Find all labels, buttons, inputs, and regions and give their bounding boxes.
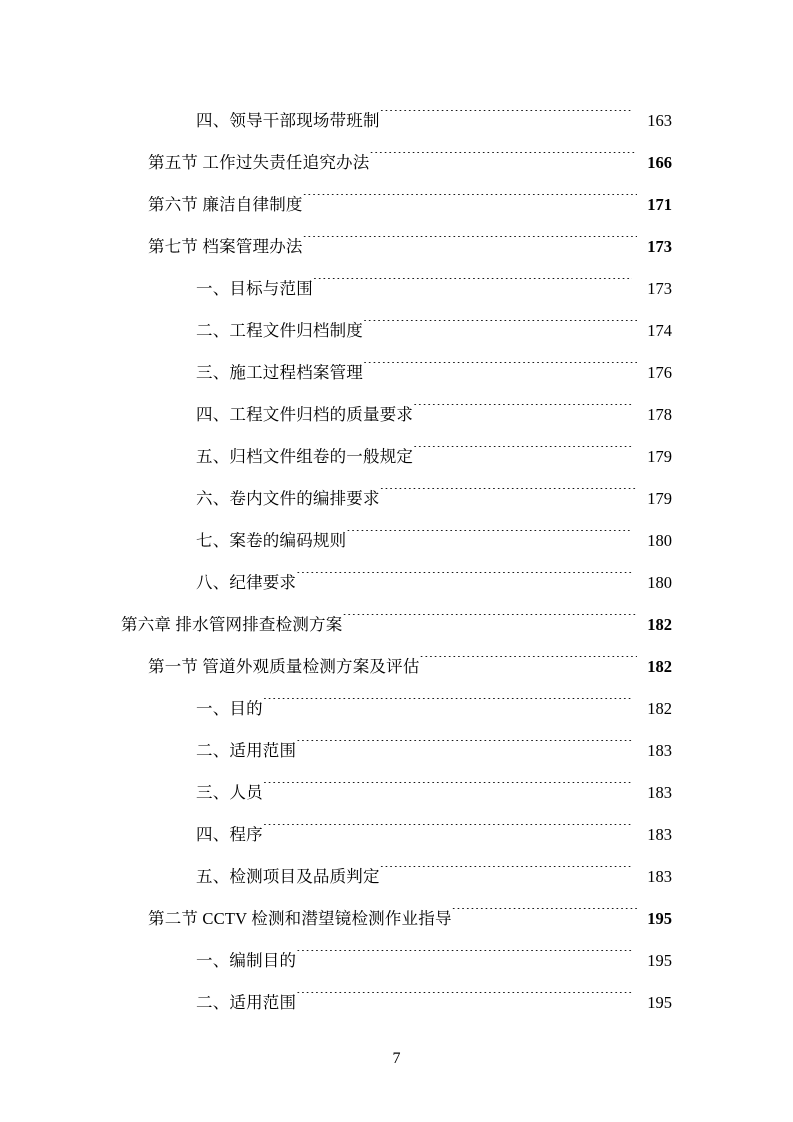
- toc-entry-title: 一、目的: [196, 699, 263, 718]
- toc-dot-leader: [346, 530, 632, 547]
- toc-entry-chapter[interactable]: [0, 604, 793, 646]
- toc-entry-item[interactable]: [0, 478, 793, 520]
- toc-entry-title: 八、纪律要求: [196, 573, 297, 592]
- toc-entry-section[interactable]: [0, 142, 793, 184]
- toc-dot-leader: [296, 740, 632, 757]
- toc-entry-title: 第六节 廉洁自律制度: [148, 195, 303, 214]
- toc-dot-leader: [380, 488, 637, 505]
- toc-entry-item[interactable]: [0, 352, 793, 394]
- toc-entry-section[interactable]: [0, 184, 793, 226]
- toc-entry-page-number: 180: [647, 573, 672, 592]
- toc-entry-title: 第五节 工作过失责任追究办法: [148, 153, 370, 172]
- toc-entry-item[interactable]: [0, 520, 793, 562]
- toc-entry-title: 四、程序: [196, 825, 263, 844]
- toc-entry-page-number: 182: [647, 657, 672, 676]
- toc-entry-title: 三、人员: [196, 783, 263, 802]
- toc-entry-page-number: 173: [647, 237, 672, 256]
- toc-entry-title: 第七节 档案管理办法: [148, 237, 303, 256]
- toc-entry-title: 第二节 CCTV 检测和潜望镜检测作业指导: [148, 909, 452, 928]
- toc-entry-title: 六、卷内文件的编排要求: [196, 489, 380, 508]
- toc-entry-title: 五、归档文件组卷的一般规定: [196, 447, 414, 466]
- toc-dot-leader: [452, 908, 637, 925]
- toc-entry-page-number: 166: [647, 153, 672, 172]
- toc-dot-leader: [380, 866, 632, 883]
- toc-entry-item[interactable]: [0, 730, 793, 772]
- toc-entry-title: 五、检测项目及品质判定: [196, 867, 380, 886]
- toc-entry-item[interactable]: [0, 688, 793, 730]
- toc-entry-page-number: 183: [647, 825, 672, 844]
- toc-dot-leader: [296, 992, 632, 1009]
- toc-entry-item[interactable]: [0, 772, 793, 814]
- toc-entry-title: 第六章 排水管网排查检测方案: [121, 615, 343, 634]
- toc-entry-page-number: 163: [647, 111, 672, 130]
- toc-entry-section[interactable]: [0, 898, 793, 940]
- toc-entry-title: 三、施工过程档案管理: [196, 363, 363, 382]
- toc-entry-item[interactable]: [0, 310, 793, 352]
- toc-dot-leader: [420, 656, 637, 673]
- toc-dot-leader: [369, 152, 637, 169]
- toc-dot-leader: [413, 446, 632, 463]
- toc-entry-page-number: 171: [647, 195, 672, 214]
- toc-dot-leader: [380, 110, 632, 127]
- toc-entry-page-number: 183: [647, 741, 672, 760]
- toc-dot-leader: [313, 278, 632, 295]
- toc-entry-title: 一、编制目的: [196, 951, 297, 970]
- toc-entry-page-number: 176: [647, 363, 672, 382]
- toc-entry-section[interactable]: [0, 646, 793, 688]
- toc-entry-page-number: 179: [647, 489, 672, 508]
- toc-entry-item[interactable]: [0, 562, 793, 604]
- toc-dot-leader: [296, 950, 632, 967]
- toc-entry-page-number: 195: [647, 909, 672, 928]
- toc-entry-page-number: 173: [647, 279, 672, 298]
- toc-entry-title: 二、适用范围: [196, 741, 297, 760]
- toc-dot-leader: [263, 824, 632, 841]
- toc-dot-leader: [363, 362, 637, 379]
- toc-entry-page-number: 195: [647, 951, 672, 970]
- toc-entry-item[interactable]: [0, 100, 793, 142]
- toc-entry-title: 二、适用范围: [196, 993, 297, 1012]
- toc-entry-item[interactable]: [0, 940, 793, 982]
- toc-dot-leader: [263, 782, 632, 799]
- toc-entry-title: 二、工程文件归档制度: [196, 321, 363, 340]
- toc-entry-title: 第一节 管道外观质量检测方案及评估: [148, 657, 420, 676]
- toc-entry-page-number: 180: [647, 531, 672, 550]
- toc-entry-page-number: 174: [647, 321, 672, 340]
- toc-entry-title: 一、目标与范围: [196, 279, 313, 298]
- toc-entry-item[interactable]: [0, 982, 793, 1024]
- toc-entry-page-number: 182: [647, 615, 672, 634]
- toc-entry-page-number: 182: [647, 699, 672, 718]
- toc-dot-leader: [413, 404, 632, 421]
- toc-entry-title: 七、案卷的编码规则: [196, 531, 347, 550]
- page-number-footer: 7: [392, 1050, 401, 1067]
- toc-entry-title: 四、工程文件归档的质量要求: [196, 405, 414, 424]
- toc-dot-leader: [263, 698, 632, 715]
- toc-entry-page-number: 179: [647, 447, 672, 466]
- toc-entry-item[interactable]: [0, 436, 793, 478]
- toc-dot-leader: [342, 614, 637, 631]
- toc-dot-leader: [303, 236, 637, 253]
- toc-entry-title: 四、领导干部现场带班制: [196, 111, 380, 130]
- toc-entry-page-number: 183: [647, 867, 672, 886]
- toc-dot-leader: [363, 320, 637, 337]
- toc-entry-page-number: 195: [647, 993, 672, 1012]
- toc-dot-leader: [303, 194, 637, 211]
- toc-entry-section[interactable]: [0, 226, 793, 268]
- table-of-contents-list: [0, 100, 793, 1024]
- toc-entry-item[interactable]: [0, 394, 793, 436]
- toc-entry-page-number: 178: [647, 405, 672, 424]
- toc-entry-item[interactable]: [0, 856, 793, 898]
- toc-entry-item[interactable]: [0, 268, 793, 310]
- toc-entry-page-number: 183: [647, 783, 672, 802]
- toc-entry-item[interactable]: [0, 814, 793, 856]
- toc-dot-leader: [296, 572, 632, 589]
